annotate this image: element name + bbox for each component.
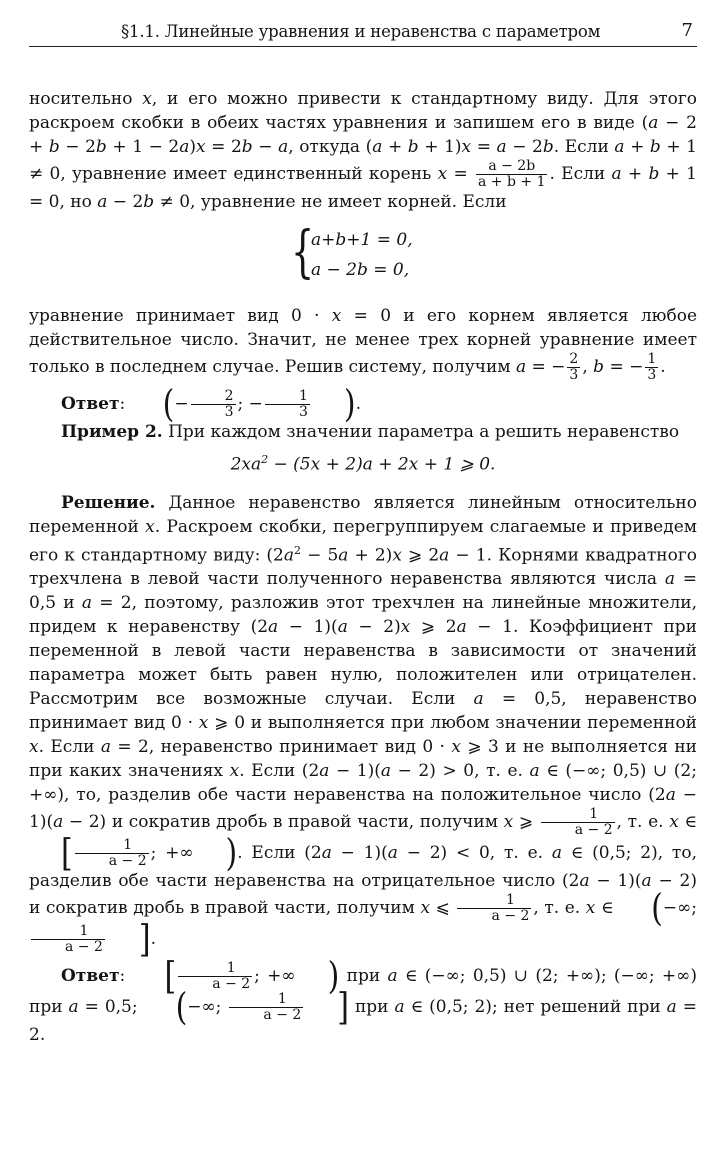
inequality-display: $2xa^2 - (5x + 2)a + 2x + 1$ ⩾ 0. bbox=[230, 453, 496, 475]
example-2-text: При каждом значении параметра a решить неравенство bbox=[162, 422, 680, 442]
example-2 bbox=[29, 420, 697, 444]
paragraph-1: носительно x, и его можно привести к стандартному виду. Для этого раскроем скобки в обеих частях уравнения и запишем его в виде (a − 2 + b − 2b + 1 − 2a)x = 2b − a, откуда (a + b + 1)x = a − 2b. Если a + b + 1 ≠ 0, уравнение имеет единственный корень x = $\frac{a - 2b}{a + b + 1}$ . Если a + b + 1 = 0, но a − 2b ≠ 0, уравнение не имеет корней. Если bbox=[29, 89, 697, 212]
system-line-2: a − 2b = 0, bbox=[311, 260, 410, 280]
solution-label: Решение. bbox=[61, 492, 156, 513]
solution-paragraph: Решение. Данное неравенство является линейным относительно переменной x. Раскроем скобки, перегруппируем слагаемые и приведем его к стандартному виду: $(2a^2 - 5a + 2)x$ ⩾ 2a − 1. Корнями квадратного трехчлена в левой части полученного неравенства являются числа a = 0,5 и a = 2, поэтому, разложив этот трехчлен на линейные множители, придем к неравенству (2a − 1)(a − 2)x ⩾ 2a − 1. Коэффициент при переменной в левой части неравенства в зависимости от значений параметра может быть равен нулю, положителен или отрицателен. Рассмотрим все возможные случаи. Если a = 0,5, неравенство принимает вид 0 · x ⩾ 0 и выполняется при любом значении переменной x. Если a = 2, неравенство принимает вид 0 · x ⩾ 3 и не выполняется ни при каких значениях x. Если (2a − 1)(a − 2) > 0, т. е. a ∈ (−∞; 0,5) ∪ (2; +∞), то, разделив обе части неравенства на положительное число (2a − 1)(a − 2) и сократив дробь в правой части, получим x ⩾ $\frac{1}{a - 2}$ , т. е. x ∈ [ $\frac{1}{a - 2}$ ; +∞ ). Если (2a − 1)(a − 2) < 0, т. е. a ∈ (0,5; 2), то, разделив обе части неравенства на отрицательное число (2a − 1)(a − 2) и сократив дробь в правой части, получим x ⩽ $\frac{1}{a - 2}$ , т. е. x ∈ (−∞; $\frac{1}{a - 2}$ ]. bbox=[29, 492, 698, 962]
paragraph-2: уравнение принимает вид 0 · x = 0 и его корнем является любое действительное число. Значит, не менее трех корней уравнение имеет только в последнем случае. Решив систему, получим a = − $\frac{2}{3}$ , b = − $\frac{1}{3}$ . bbox=[29, 306, 698, 383]
answer-2: Ответ: [ $\frac{1}{a - 2}$ ; +∞ ) при a ∈ (−∞; 0,5) ∪ (2; +∞); (−∞; +∞) при a = 0,5; (−∞; $\frac{1}{a - 2}$ ] при a ∈ (0,5; 2); нет решений при a = 2. bbox=[29, 954, 698, 1046]
example-2-label: Пример 2. bbox=[61, 422, 163, 442]
system-brace: { bbox=[291, 220, 315, 285]
answer-1-label: Ответ bbox=[61, 394, 120, 414]
page-header bbox=[29, 14, 697, 47]
equation-system bbox=[29, 220, 697, 292]
book-page bbox=[29, 14, 697, 1047]
system-line-1: a+b+1 = 0, bbox=[311, 230, 413, 250]
page-number: 7 bbox=[681, 20, 693, 41]
running-title: §1.1. Линейные уравнения и неравенства с параметром bbox=[121, 22, 601, 41]
answer-2-label: Ответ bbox=[61, 966, 120, 987]
answer-1: Ответ: (− $\frac{2}{3}$ ; − $\frac{1}{3}$ ). bbox=[61, 382, 361, 426]
root-fraction: $\frac{a - 2b}{a + b + 1}$ bbox=[478, 158, 546, 190]
